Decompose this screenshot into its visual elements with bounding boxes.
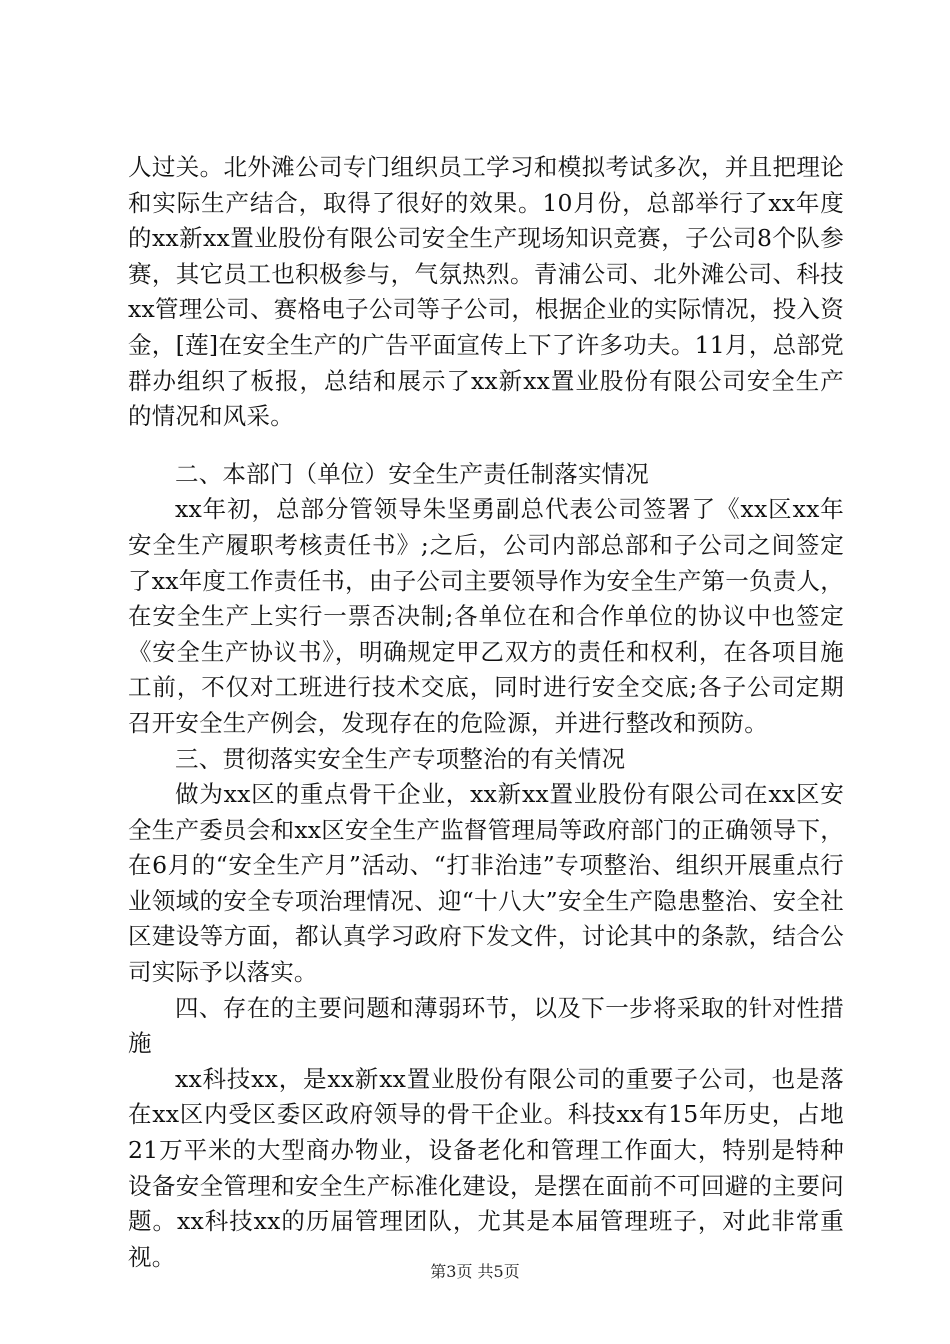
paragraph-problems: xx科技xx，是xx新xx置业股份有限公司的重要子公司，也是落在xx区内受区委区政府领导的骨干企业。科技xx有15年历史，占地21万平米的大型商办物业，设备老化和管理工作面大，特别是特种设备安全管理和安全生产标准化建设，是摆在面前不可回避的主要问题。xx科技xx的历届管理团队，尤其是本届管理班子，对此非常重视。 (128, 1064, 844, 1271)
paragraph-responsibility: xx年初，总部分管领导朱坚勇副总代表公司签署了《xx区xx年安全生产履职考核责任书》;之后，公司内部总部和子公司之间签定了xx年度工作责任书，由子公司主要领导作为安全生产第一负责人，在安全生产上实行一票否决制;各单位在和合作单位的协议中也签定《安全生产协议书》，明确规定甲乙双方的责任和权利，在各项目施工前，不仅对工班进行技术交底，同时进行安全交底;各子公司定期召开安全生产例会，发现存在的危险源，并进行整改和预防。 (128, 495, 844, 737)
paragraph-safety-publicity: 人过关。北外滩公司专门组织员工学习和模拟考试多次，并且把理论和实际生产结合，取得了很好的效果。10月份，总部举行了xx年度的xx新xx置业股份有限公司安全生产现场知识竞赛，子公司8个队参赛，其它员工也积极参与，气氛热烈。青浦公司、北外滩公司、科技xx管理公司、赛格电子公司等子公司，根据企业的实际情况，投入资金，[莲]在安全生产的广告平面宣传上下了许多功夫。11月，总部党群办组织了板报，总结和展示了xx新xx置业股份有限公司安全生产的情况和风采。 (128, 153, 844, 431)
section-heading-special-rectification: 三、贯彻落实安全生产专项整治的有关情况 (175, 744, 626, 773)
section-heading-responsibility: 二、本部门（单位）安全生产责任制落实情况 (175, 459, 649, 488)
section-heading-problems: 四、存在的主要问题和薄弱环节，以及下一步将采取的针对性措施 (128, 993, 844, 1058)
paragraph-special-rectification: 做为xx区的重点骨干企业，xx新xx置业股份有限公司在xx区安全生产委员会和xx区安全生产监督管理局等政府部门的正确领导下，在6月的“安全生产月”活动、“打非治违”专项整治、组织开展重点行业领域的安全专项治理情况、迎“十八大”安全生产隐患整治、安全社区建设等方面，都认真学习政府下发文件，讨论其中的条款，结合公司实际予以落实。 (128, 780, 844, 987)
paragraph-gap (128, 435, 844, 457)
document-body (128, 150, 844, 1275)
page-number-footer: 第3页 共5页 (430, 1262, 520, 1281)
